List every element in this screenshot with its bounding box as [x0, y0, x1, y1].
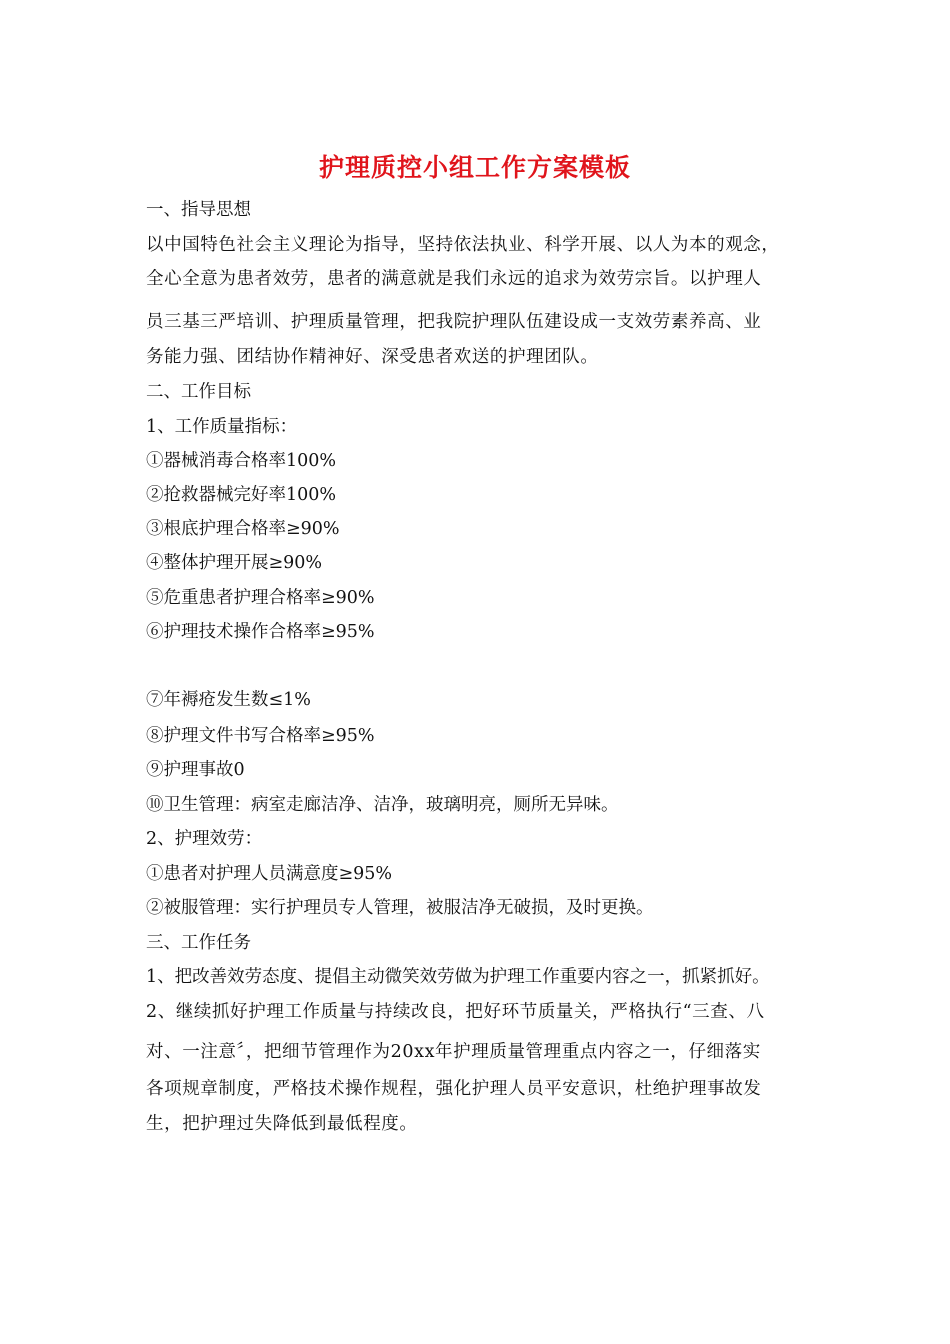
- paragraph-line: 员三基三严培训、护理质量管理，把我院护理队伍建设成一支效劳素养高、业: [146, 312, 762, 332]
- paragraph-line: 各项规章制度，严格技术操作规程，强化护理人员平安意识，杜绝护理事故发: [146, 1079, 762, 1099]
- list-item: ⑧护理文件书写合格率≥95%: [146, 726, 375, 746]
- paragraph-line: 对、一注意〞，把细节管理作为20xx年护理质量管理重点内容之一，仔细落实: [146, 1042, 761, 1062]
- list-item: ①器械消毒合格率100%: [146, 451, 337, 471]
- subheading-quality-indicators: 1、工作质量指标：: [146, 417, 298, 437]
- list-item: ⑦年褥疮发生数≤1%: [146, 690, 311, 710]
- paragraph-line: 全心全意为患者效劳，患者的满意就是我们永远的追求为效劳宗旨。以护理人: [146, 269, 762, 289]
- list-item: ③根底护理合格率≥90%: [146, 519, 340, 539]
- paragraph-line: 1、把改善效劳态度、提倡主动微笑效劳做为护理工作重要内容之一，抓紧抓好。: [146, 967, 770, 987]
- list-item: ①患者对护理人员满意度≥95%: [146, 864, 393, 884]
- list-item: ⑤危重患者护理合格率≥90%: [146, 588, 375, 608]
- subheading-nursing-service: 2、护理效劳：: [146, 829, 263, 849]
- paragraph-line: 2、继续抓好护理工作质量与持续改良，把好环节质量关，严格执行“三查、八: [146, 1002, 765, 1022]
- list-item: ⑥护理技术操作合格率≥95%: [146, 622, 375, 642]
- list-item: ⑩卫生管理：病室走廊洁净、洁净，玻璃明亮，厕所无异味。: [146, 795, 619, 815]
- list-item: ②被服管理：实行护理员专人管理，被服洁净无破损，及时更换。: [146, 898, 654, 918]
- heading-work-goals: 二、工作目标: [146, 382, 251, 402]
- paragraph-line: 以中国特色社会主义理论为指导，坚持依法执业、科学开展、以人为本的观念，: [146, 235, 780, 255]
- list-item: ②抢救器械完好率100%: [146, 485, 337, 505]
- paragraph-line: 务能力强、团结协作精神好、深受患者欢送的护理团队。: [146, 347, 599, 367]
- heading-work-tasks: 三、工作任务: [146, 933, 251, 953]
- paragraph-line: 生，把护理过失降低到最低程度。: [146, 1114, 418, 1134]
- heading-guiding-ideology: 一、指导思想: [146, 200, 251, 220]
- list-item: ⑨护理事故0: [146, 760, 245, 780]
- document-title: 护理质控小组工作方案模板: [318, 153, 631, 182]
- list-item: ④整体护理开展≥90%: [146, 553, 323, 573]
